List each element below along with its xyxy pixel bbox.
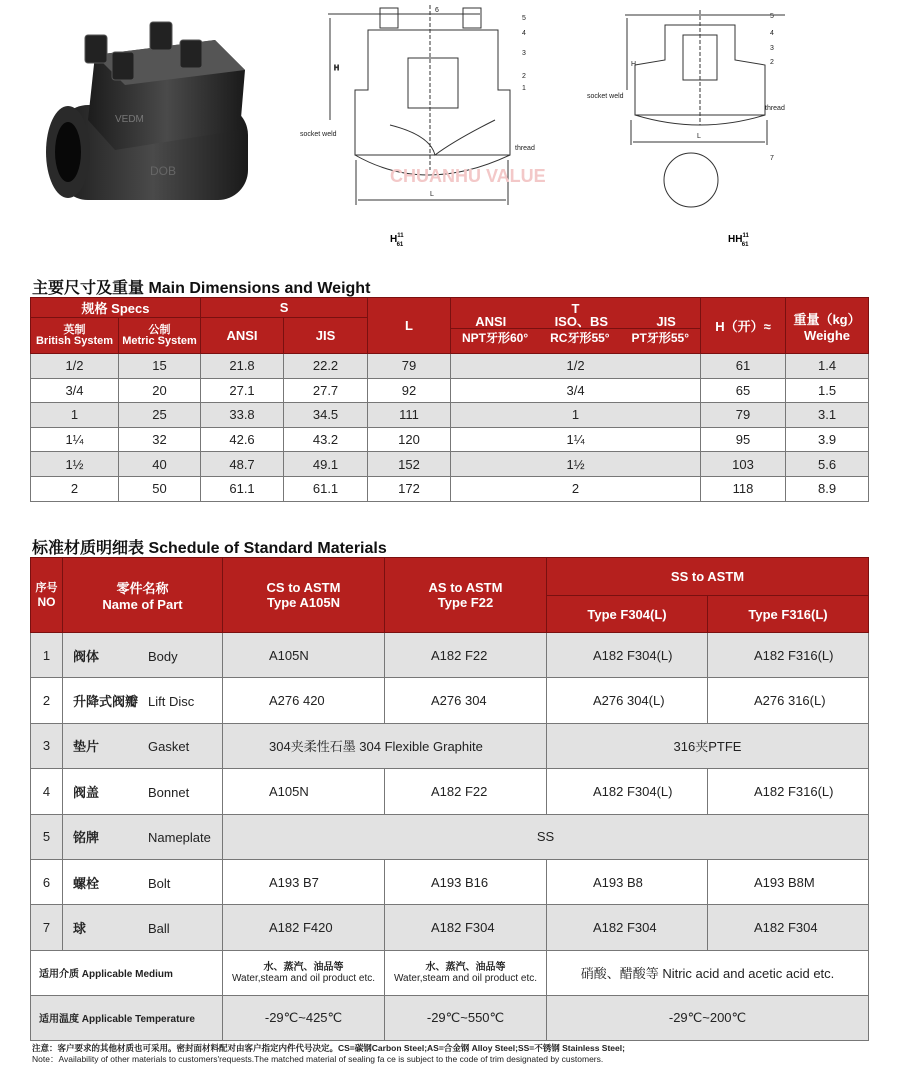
cell-s_jis: 22.2 bbox=[284, 354, 368, 379]
model-caption: HH$^{11}$ 61 bbox=[728, 233, 749, 248]
material-row bbox=[31, 633, 869, 678]
cell-part: 阀盖 Bonnet bbox=[63, 769, 223, 814]
cell-british: 1¼ bbox=[31, 427, 119, 452]
medium-row: 适用介质 Applicable Medium 水、蒸汽、油品等 Water,steam and oil product etc. 水、蒸汽、油品等 Water,steam and oil product etc. 硝酸、醋酸等 Nitric acid and acetic acid etc. bbox=[31, 950, 869, 995]
cell-part: 垫片 Gasket bbox=[63, 723, 223, 768]
cell-T: 1 bbox=[451, 403, 701, 428]
cell-as: A182 F304 bbox=[385, 905, 547, 950]
cell-no: 2 bbox=[31, 678, 63, 723]
cell-H: 65 bbox=[701, 378, 786, 403]
cell-british: 3/4 bbox=[31, 378, 119, 403]
svg-text:L: L bbox=[430, 191, 434, 198]
cell-cs: A276 420 bbox=[223, 678, 385, 723]
cell-L: 152 bbox=[368, 452, 451, 477]
cell-part: 升降式阀瓣 Lift Disc bbox=[63, 678, 223, 723]
dimension-row bbox=[31, 476, 869, 501]
svg-text:H: H bbox=[334, 65, 340, 72]
casting-text: DOB bbox=[150, 164, 177, 178]
cell-f316: A276 316(L) bbox=[708, 678, 869, 723]
cell-all: SS bbox=[223, 814, 869, 859]
cell-T: 2 bbox=[451, 476, 701, 501]
material-row bbox=[31, 723, 869, 768]
cell-f316: A193 B8M bbox=[708, 859, 869, 904]
cell-f316: A182 F304 bbox=[708, 905, 869, 950]
cell-s_ansi: 27.1 bbox=[201, 378, 284, 403]
cell-H: 79 bbox=[701, 403, 786, 428]
ball-check-valve-diagram bbox=[585, 0, 815, 250]
dimension-row bbox=[31, 354, 869, 379]
dimensions-title: 主要尺寸及重量 Main Dimensions and Weight bbox=[32, 280, 371, 297]
materials-table: 序号 NO 零件名称 Name of Part CS to ASTM Type A105N AS to ASTM Type F22 SS to ASTM Type F304(L) Type F316(L) 1 阀体 Body A105N A182 F22 A182 F304(L) A182 F316(L) 2 升降式阀瓣 Lift Disc A276 420 A276 304 A276 304(L) A276 316(L) 3 垫片 Gasket 304夹柔性石墨 304 Flexible Graphite 316夹PTFE 4 阀盖 Bonnet A105N A182 F22 A182 F304(L) A182 F316(L) 5 铭牌 Nameplate SS 6 螺栓 Bolt A193 B7 A193 B16 A193 B8 A193 B8M 7 球 Ball A182 F420 A182 F304 A182 F304 A182 F304 适用介质 Applicable Medium 水、蒸汽、油品等 Water,steam and oil product etc. 水、蒸汽、油品等 Water,steam and oil product etc. 硝酸、醋酸等 Nitric acid and acetic acid etc. 适用温度 Applicable Temperature -29℃~425℃ -29℃~550℃ -29℃~200℃ bbox=[30, 557, 869, 1041]
cell-H: 95 bbox=[701, 427, 786, 452]
temperature-row: 适用温度 Applicable Temperature -29℃~425℃ -29℃~550℃ -29℃~200℃ bbox=[31, 995, 869, 1040]
cell-metric: 50 bbox=[119, 476, 201, 501]
svg-text:L: L bbox=[697, 133, 701, 140]
dimensions-table: 规格 Specs S L T ANSI ISO、BS JIS NPT牙形60° RC牙形55° PT牙形55° H（开）≈ 重量（kg） Weighe 英制 British System 公制 Metric System ANSI JIS 1/2 15 21.8 22.2 79 1/2 61 1.4 3/4 20 27.1 27.7 92 3/4 65 1.5 1 25 33.8 34.5 111 1 79 3.1 1¼ 32 42.6 43.2 120 1¼ 95 3.9 1½ 40 48.7 49.1 152 1½ 103 5.6 2 50 61.1 61.1 172 2 118 8.9 bbox=[30, 297, 869, 502]
cell-weight: 1.5 bbox=[786, 378, 869, 403]
model-caption: $H^{11}$ 61 bbox=[390, 233, 404, 248]
cell-cs: A182 F420 bbox=[223, 905, 385, 950]
valve-photo bbox=[40, 10, 265, 210]
cell-s_jis: 43.2 bbox=[284, 427, 368, 452]
note-en: Note：Availability of other materials to customers'requests.The matched material of sealing fa ce is subject to the code of trim designated by customers. bbox=[32, 1054, 604, 1064]
svg-text:5: 5 bbox=[522, 15, 526, 22]
cell-as: A182 F22 bbox=[385, 769, 547, 814]
svg-text:2: 2 bbox=[770, 59, 774, 66]
cell-metric: 20 bbox=[119, 378, 201, 403]
cell-british: 1½ bbox=[31, 452, 119, 477]
cell-L: 92 bbox=[368, 378, 451, 403]
cell-f316: A182 F316(L) bbox=[708, 769, 869, 814]
svg-text:socket weld: socket weld bbox=[300, 131, 337, 138]
dimension-row bbox=[31, 378, 869, 403]
cell-metric: 32 bbox=[119, 427, 201, 452]
material-row bbox=[31, 859, 869, 904]
cell-L: 111 bbox=[368, 403, 451, 428]
cell-weight: 8.9 bbox=[786, 476, 869, 501]
cell-s_ansi: 21.8 bbox=[201, 354, 284, 379]
cell-british: 1 bbox=[31, 403, 119, 428]
lift-check-valve-diagram bbox=[290, 0, 570, 250]
cell-s_ansi: 33.8 bbox=[201, 403, 284, 428]
cell-part: 球 Ball bbox=[63, 905, 223, 950]
material-row bbox=[31, 814, 869, 859]
cell-part: 螺栓 Bolt bbox=[63, 859, 223, 904]
cell-no: 4 bbox=[31, 769, 63, 814]
cell-cs: A105N bbox=[223, 769, 385, 814]
cell-T: 1¼ bbox=[451, 427, 701, 452]
materials-title: 标准材质明细表 Schedule of Standard Materials bbox=[32, 540, 387, 557]
cell-weight: 3.9 bbox=[786, 427, 869, 452]
cell-T: 1½ bbox=[451, 452, 701, 477]
cell-as: A276 304 bbox=[385, 678, 547, 723]
dimension-row bbox=[31, 452, 869, 477]
cell-ss: 316夹PTFE bbox=[547, 723, 869, 768]
cell-H: 103 bbox=[701, 452, 786, 477]
cell-part: 铭牌 Nameplate bbox=[63, 814, 223, 859]
cell-f304: A193 B8 bbox=[547, 859, 708, 904]
cell-no: 6 bbox=[31, 859, 63, 904]
cell-part: 阀体 Body bbox=[63, 633, 223, 678]
cell-no: 7 bbox=[31, 905, 63, 950]
cell-british: 2 bbox=[31, 476, 119, 501]
cell-cs: A193 B7 bbox=[223, 859, 385, 904]
cell-s_jis: 61.1 bbox=[284, 476, 368, 501]
svg-text:thread: thread bbox=[765, 105, 785, 112]
cell-L: 120 bbox=[368, 427, 451, 452]
dimension-row bbox=[31, 403, 869, 428]
svg-text:3: 3 bbox=[770, 45, 774, 52]
cell-f304: A182 F304 bbox=[547, 905, 708, 950]
casting-text: VEDM bbox=[115, 114, 144, 125]
cell-weight: 1.4 bbox=[786, 354, 869, 379]
cell-f304: A182 F304(L) bbox=[547, 633, 708, 678]
cell-as: A182 F22 bbox=[385, 633, 547, 678]
svg-text:thread: thread bbox=[515, 145, 535, 152]
cell-no: 5 bbox=[31, 814, 63, 859]
cell-f304: A182 F304(L) bbox=[547, 769, 708, 814]
cell-s_ansi: 42.6 bbox=[201, 427, 284, 452]
cell-H: 61 bbox=[701, 354, 786, 379]
svg-text:7: 7 bbox=[770, 155, 774, 162]
svg-text:3: 3 bbox=[522, 50, 526, 57]
cell-T: 1/2 bbox=[451, 354, 701, 379]
cell-metric: 15 bbox=[119, 354, 201, 379]
cell-H: 118 bbox=[701, 476, 786, 501]
svg-text:5: 5 bbox=[770, 13, 774, 20]
cell-f304: A276 304(L) bbox=[547, 678, 708, 723]
cell-cs_as: 304夹柔性石墨 304 Flexible Graphite bbox=[223, 723, 547, 768]
material-row bbox=[31, 678, 869, 723]
cell-weight: 5.6 bbox=[786, 452, 869, 477]
dimension-row bbox=[31, 427, 869, 452]
material-row bbox=[31, 769, 869, 814]
cell-T: 3/4 bbox=[451, 378, 701, 403]
svg-text:H: H bbox=[631, 61, 637, 68]
svg-text:4: 4 bbox=[770, 30, 774, 37]
cell-metric: 40 bbox=[119, 452, 201, 477]
cell-no: 1 bbox=[31, 633, 63, 678]
cell-s_jis: 27.7 bbox=[284, 378, 368, 403]
cell-metric: 25 bbox=[119, 403, 201, 428]
svg-text:1: 1 bbox=[522, 85, 526, 92]
cell-L: 79 bbox=[368, 354, 451, 379]
cell-british: 1/2 bbox=[31, 354, 119, 379]
watermark: CHUANHU VALUE bbox=[390, 166, 546, 186]
cell-weight: 3.1 bbox=[786, 403, 869, 428]
cell-s_jis: 34.5 bbox=[284, 403, 368, 428]
cell-s_ansi: 48.7 bbox=[201, 452, 284, 477]
svg-text:socket weld: socket weld bbox=[587, 93, 624, 100]
note-cn: 注意：客户要求的其他材质也可采用。密封面材料配对由客户指定内件代号决定。CS=碳钢Carbon Steel;AS=合金钢 Alloy Steel;SS=不锈钢 Stainless Steel; bbox=[32, 1043, 625, 1053]
svg-text:4: 4 bbox=[522, 30, 526, 37]
cell-cs: A105N bbox=[223, 633, 385, 678]
cell-f316: A182 F316(L) bbox=[708, 633, 869, 678]
cell-as: A193 B16 bbox=[385, 859, 547, 904]
svg-text:2: 2 bbox=[522, 73, 526, 80]
material-row bbox=[31, 905, 869, 950]
cell-L: 172 bbox=[368, 476, 451, 501]
cell-s_jis: 49.1 bbox=[284, 452, 368, 477]
cell-s_ansi: 61.1 bbox=[201, 476, 284, 501]
svg-text:6: 6 bbox=[435, 7, 439, 14]
cell-no: 3 bbox=[31, 723, 63, 768]
